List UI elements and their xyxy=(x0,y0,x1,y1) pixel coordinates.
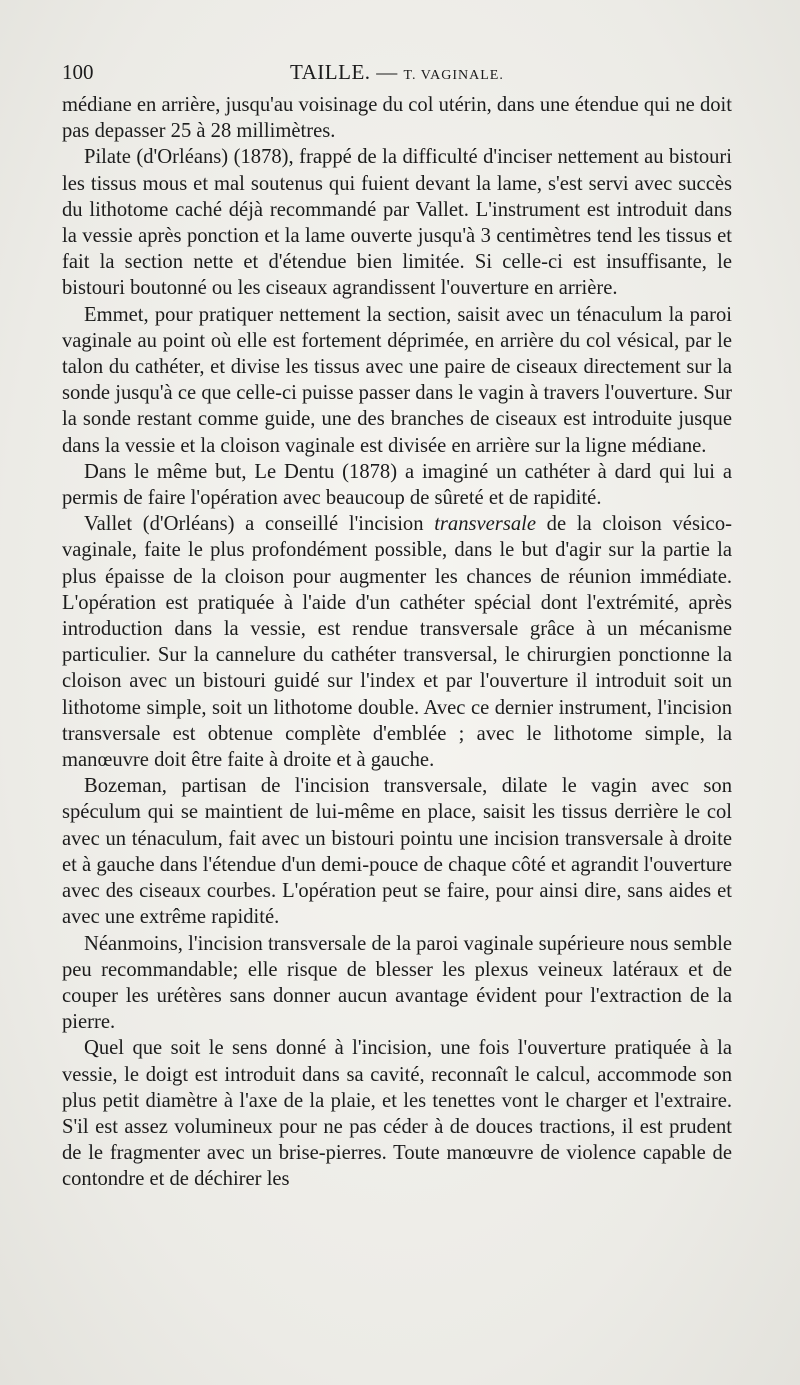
page-number: 100 xyxy=(62,60,94,84)
paragraph-bozeman: Bozeman, partisan de l'incision transversale, dilate le vagin avec son spéculum qui se maintient de lui-même en place, saisit les tissus derrière le col avec un ténaculum, fait avec un bistouri pointu une incision transversale à droite et à gauche dans l'étendue d'un demi-pouce de chaque côté et agrandit l'ouverture avec des ciseaux courbes. L'opération peut se faire, pour ainsi dire, sans aides et avec une extrême rapidité. xyxy=(62,775,732,929)
paragraph-continuation: médiane en arrière, jusqu'au voisinage du col utérin, dans une étendue qui ne doit pas depasser 25 à 28 millimètres. xyxy=(62,94,732,143)
running-title xyxy=(290,58,504,90)
body-text xyxy=(62,92,732,1193)
paragraph-le-dentu: Dans le même but, Le Dentu (1878) a imaginé un cathéter à dard qui lui a permis de faire l'opération avec beaucoup de sûreté et de rapidité. xyxy=(62,460,732,510)
emphasis-transversale: transversale xyxy=(434,513,536,536)
paragraph-pilate: Pilate (d'Orléans) (1878), frappé de la difficulté d'inciser nettement au bistouri les tissus mous et mal soutenus qui fuient devant la lame, s'est servi avec succès du lithotome caché déjà recommandé par Vallet. L'instrument est introduit dans la vessie après ponction et la lame ouverte jusqu'à 3 centimètres tend les tissus et fait la section nette et d'étendue bien limitée. Si celle-ci est insuffisante, le bistouri boutonné ou les ciseaux agrandissent l'ouverture en arrière. xyxy=(62,146,732,300)
section-subtitle: T. VAGINALE. xyxy=(403,68,504,83)
vallet-text-start: Vallet (d'Orléans) a conseillé l'incision xyxy=(84,513,435,536)
paragraph-vallet xyxy=(62,511,732,773)
paragraph-emmet: Emmet, pour pratiquer nettement la section, saisit avec un ténaculum la paroi vaginale au point où elle est fortement déprimée, en arrière du col vésical, par le talon du cathéter, et divise les tissus avec une paire de ciseaux directement sur la sonde jusqu'à ce que celle-ci puisse passer dans le vagin à travers l'ouverture. Sur la sonde restant comme guide, une des branches de ciseaux est introduite jusque dans la vessie et la cloison vaginale est divisée en arrière sur la ligne médiane. xyxy=(62,303,732,457)
chapter-title: TAILLE. xyxy=(290,60,371,84)
paragraph-neanmoins: Néanmoins, l'incision transversale de la paroi vaginale supérieure nous semble peu recommandable; elle risque de blesser les plexus veineux latéraux et de couper les urétères sans donner aucun avantage évident pour l'extraction de la pierre. xyxy=(62,932,732,1034)
header-separator: — xyxy=(370,60,404,84)
paragraph-extraction: Quel que soit le sens donné à l'incision, une fois l'ouverture pratiquée à la vessie, le doigt est introduit dans sa cavité, reconnaît le calcul, accommode son plus petit diamètre à l'axe de la plaie, et les tenettes vont le charger et l'extraire. S'il est assez volumineux pour ne pas céder à de douces tractions, il est prudent de le fragmenter avec un brise-pierres. Toute manœuvre de violence capable de contondre et de déchirer les xyxy=(62,1037,732,1191)
running-header xyxy=(62,58,734,86)
vallet-text-end: de la cloison vésico-vaginale, faite le plus profondément possible, dans le but d'agir sur la partie la plus épaisse de la cloison pour augmenter les chances de réunion immédiate. L'opération est pratiquée à l'aide d'un cathéter spécial dont l'extrémité, après introduction dans la vessie, est rendue transversale grâce à un mécanisme particulier. Sur la cannelure du cathéter transversal, le chirurgien ponctionne la cloison avec un bistouri guidé sur l'index et par l'ouverture il introduit soit un lithotome simple, soit un lithotome double. Avec ce dernier instrument, l'incision transversale est obtenue complète d'emblée ; avec le lithotome simple, la manœuvre doit être faite à droite et à gauche. xyxy=(62,513,732,772)
